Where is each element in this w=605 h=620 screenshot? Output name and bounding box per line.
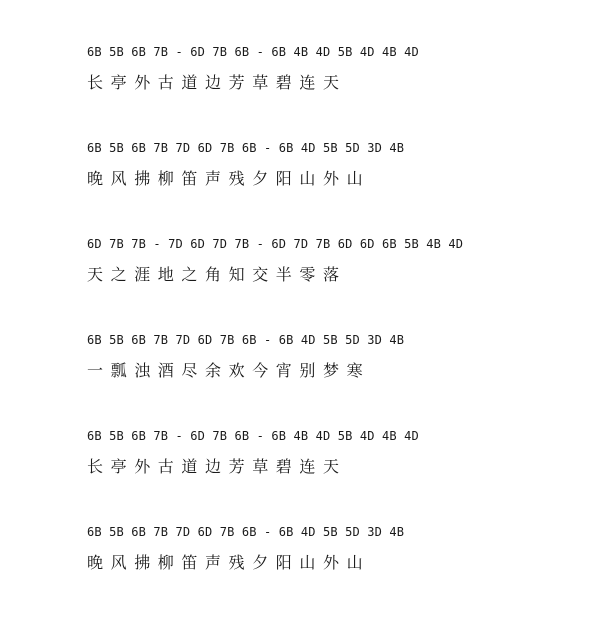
lyric-line: 一瓢浊酒尽余欢今宵别梦寒 <box>87 361 371 380</box>
note-line: 6B 5B 6B 7B - 6D 7B 6B - 6B 4B 4D 5B 4D 4B 4D <box>87 45 419 59</box>
note-line: 6B 5B 6B 7B - 6D 7B 6B - 6B 4B 4D 5B 4D 4B 4D <box>87 429 419 443</box>
stanza-1 <box>87 44 587 93</box>
lyric-line: 晚风拂柳笛声残夕阳山外山 <box>87 553 371 572</box>
note-line: 6B 5B 6B 7B 7D 6D 7B 6B - 6B 4D 5B 5D 3D 4B <box>87 333 405 347</box>
stanza-5 <box>87 428 587 477</box>
note-line: 6B 5B 6B 7B 7D 6D 7B 6B - 6B 4D 5B 5D 3D 4B <box>87 141 405 155</box>
lyric-line: 长亭外古道边芳草碧连天 <box>87 73 347 92</box>
stanza-3 <box>87 236 587 285</box>
lyric-line: 晚风拂柳笛声残夕阳山外山 <box>87 169 371 188</box>
lyric-line: 长亭外古道边芳草碧连天 <box>87 457 347 476</box>
stanza-6 <box>87 524 587 573</box>
stanza-4 <box>87 332 587 381</box>
stanza-2 <box>87 140 587 189</box>
lyric-line: 天之涯地之角知交半零落 <box>87 265 347 284</box>
note-line: 6B 5B 6B 7B 7D 6D 7B 6B - 6B 4D 5B 5D 3D 4B <box>87 525 405 539</box>
note-line: 6D 7B 7B - 7D 6D 7D 7B - 6D 7D 7B 6D 6D 6B 5B 4B 4D <box>87 237 464 251</box>
